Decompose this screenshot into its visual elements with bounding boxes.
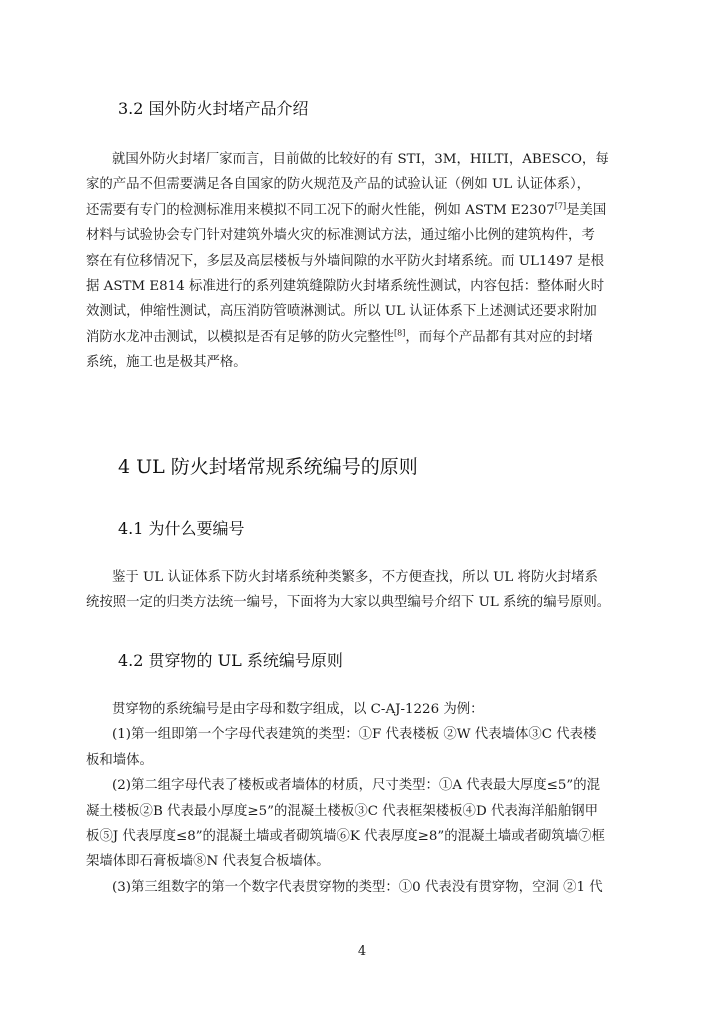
paragraph-line: 材料与试验协会专门针对建筑外墙火灾的标准测试方法，通过缩小比例的建筑构件，考	[86, 228, 595, 244]
line-text: 还需要有专门的检测标准用来模拟不同工况下的耐火性能，例如 ASTM E2307	[86, 202, 555, 218]
paragraph-line: 效测试，伸缩性测试，高压消防管喷淋测试。所以 UL 认证体系下上述测试还要求附加	[86, 304, 597, 320]
section-4-heading: 4 UL 防火封堵常规系统编号的原则	[118, 456, 418, 478]
paragraph-line: 板⑤J 代表厚度≤8”的混凝土墙或者砌筑墙⑥K 代表厚度≥8”的混凝土墙或者砌筑墙⑦框	[86, 828, 605, 844]
paragraph-line: 鉴于 UL 认证体系下防火封堵系统种类繁多，不方便查找，所以 UL 将防火封堵系	[112, 570, 598, 585]
paragraph-line: (3)第三组数字的第一个数字代表贯穿物的类型：①0 代表没有贯穿物，空洞 ②1 代	[112, 879, 603, 895]
paragraph-line: 就国外防火封堵厂家而言，目前做的比较好的有 STI，3M，HILTI，ABESCO，每	[112, 152, 609, 167]
line-text: 是美国	[566, 202, 607, 218]
page-number: 4	[357, 944, 367, 959]
line-text: 消防水龙冲击测试，以模拟是否有足够的防火完整性	[86, 329, 394, 345]
paragraph-line: 贯穿物的系统编号是由字母和数字组成，以 C-AJ-1226 为例：	[112, 702, 484, 717]
section-3-2-heading: 3.2 国外防火封堵产品介绍	[118, 99, 309, 118]
paragraph-line: 凝土楼板②B 代表最小厚度≥5”的混凝土楼板③C 代表框架楼板④D 代表海洋船舶钢甲	[86, 803, 599, 819]
paragraph-line: (1)第一组即第一个字母代表建筑的类型：①F 代表楼板 ②W 代表墙体③C 代表楼	[112, 727, 597, 743]
citation-ref-7: [7]	[554, 201, 567, 211]
section-4-2-paragraph	[86, 697, 640, 900]
paragraph-line: 据 ASTM E814 标准进行的系列建筑缝隙防火封堵系统性测试，内容包括：整体耐火时	[86, 278, 605, 294]
section-4-1-paragraph	[86, 565, 640, 616]
line-text: ，而每个产品都有其对应的封堵	[405, 329, 593, 345]
paragraph-line	[86, 325, 640, 350]
paragraph-line: 统按照一定的归类方法统一编号，下面将为大家以典型编号介绍下 UL 系统的编号原则。	[86, 595, 611, 611]
paragraph-line: (2)第二组字母代表了楼板或者墙体的材质，尺寸类型：①A 代表最大厚度≤5”的混	[112, 778, 600, 794]
paragraph-line	[86, 198, 640, 223]
citation-ref-8: [8]	[393, 328, 406, 338]
paragraph-line: 察在有位移情况下，多层及高层楼板与外墙间隙的水平防火封堵系统。而 UL1497 是根	[86, 253, 605, 269]
section-4-2-heading: 4.2 贯穿物的 UL 系统编号原则	[118, 651, 343, 670]
paragraph-line: 系统，施工也是极其严格。	[86, 355, 247, 371]
paragraph-line: 家的产品不但需要满足各自国家的防火规范及产品的试验认证（例如 UL 认证体系），	[86, 177, 591, 193]
section-4-1-heading: 4.1 为什么要编号	[118, 519, 245, 538]
paragraph-line: 板和墙体。	[86, 752, 153, 768]
section-3-2-paragraph	[86, 147, 640, 376]
paragraph-line: 架墙体即石膏板墙⑧N 代表复合板墙体。	[86, 854, 330, 870]
